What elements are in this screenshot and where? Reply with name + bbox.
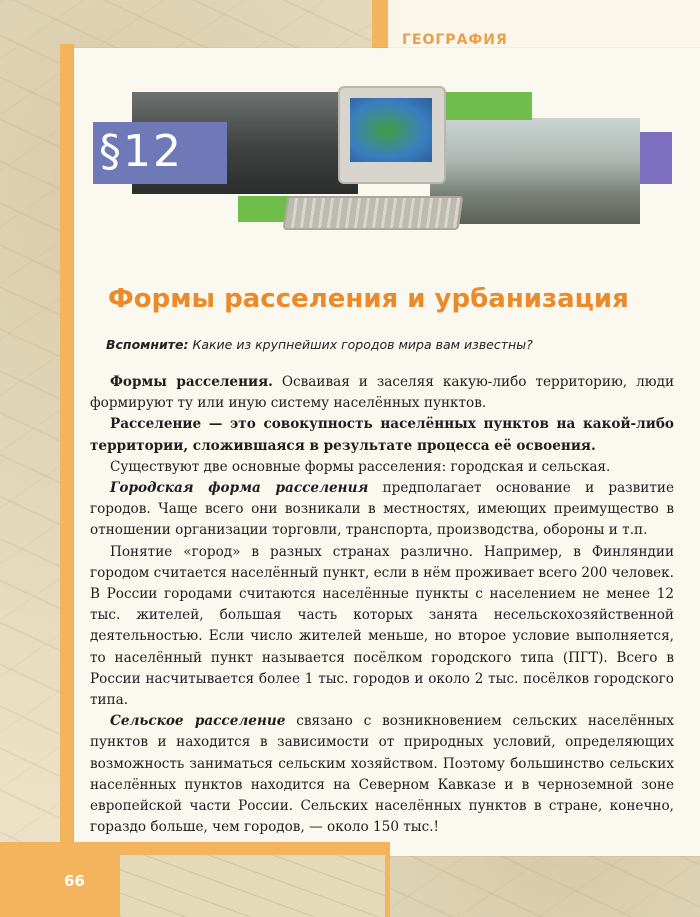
paragraph-number: §12 — [99, 126, 183, 177]
page-title: Формы расселения и урбанизация — [108, 284, 629, 314]
recall-label: Вспомните: — [106, 337, 189, 352]
paragraph — [90, 372, 674, 414]
definition-text: Расселение — это совокупность населённых пунктов на какой-либо территории, сложившаяся в результате процесса её освоения. — [90, 416, 674, 454]
paragraph-number-badge — [93, 122, 227, 184]
paragraph-text: связано с возникновением сельских населённых пунктов и находится в зависимости от природных условий, определяющих возможность заниматься сельским хозяйством. Поэтому большинство сельских населённых пунктов находится на Северном Кавказе и в черноземной зоне европейской части России. Сельских населённых пунктов в стране, конечно, гораздо больше, чем городов, — около 150 тыс.! — [90, 713, 674, 836]
footer-map-fragment — [120, 855, 385, 917]
paragraph — [90, 478, 674, 542]
recall-prompt — [106, 337, 533, 352]
subject-label: ГЕОГРАФИЯ — [402, 32, 508, 48]
paragraph-lead: Сельское расселение — [110, 713, 286, 730]
paragraph-text: Понятие «город» в разных странах различно. Например, в Финляндии городом считается населённый пункт, если в нём проживает всего 200 человек. В России городами считаются населённые пункты с населением не менее 12 тыс. жителей, большая часть которых занята несельскохозяйственной деятельностью. Если число жителей меньше, но второе условие выполняется, то населённый пункт называется посёлком городского типа (ПГТ). Всего в России насчитывается более 1 тыс. городов и около 2 тыс. посёлков городского типа. — [90, 543, 674, 709]
recall-question: Какие из крупнейших городов мира вам известны? — [188, 337, 533, 352]
paragraph — [90, 711, 674, 838]
paragraph — [90, 457, 674, 478]
paragraph-text: Существуют две основные формы расселения: городская и сельская. — [110, 458, 611, 475]
paragraph-text: предполагает основание и развитие городов. Чаще всего они возникали в местностях, имеющих преимущество в отношении организации торговли, транспорта, производства, обороны и т.п. — [90, 480, 674, 539]
green-accent-block — [440, 92, 532, 120]
body-text — [90, 372, 674, 838]
definition-paragraph — [90, 414, 674, 456]
keyboard-icon — [283, 196, 464, 230]
paragraph-lead: Городская форма расселения — [110, 480, 369, 497]
paragraph-text: Осваивая и заселяя какую-либо территорию, люди формируют ту или иную систему населённых пунктов. — [90, 374, 675, 412]
purple-accent-block — [640, 132, 672, 184]
paragraph — [90, 542, 674, 712]
orange-accent-top — [372, 0, 388, 50]
russia-map-screen — [350, 98, 432, 162]
paragraph-lead: Формы расселения. — [110, 374, 273, 390]
page-number: 66 — [64, 872, 85, 890]
computer-monitor-icon — [338, 86, 446, 184]
orange-accent-left — [60, 44, 74, 844]
